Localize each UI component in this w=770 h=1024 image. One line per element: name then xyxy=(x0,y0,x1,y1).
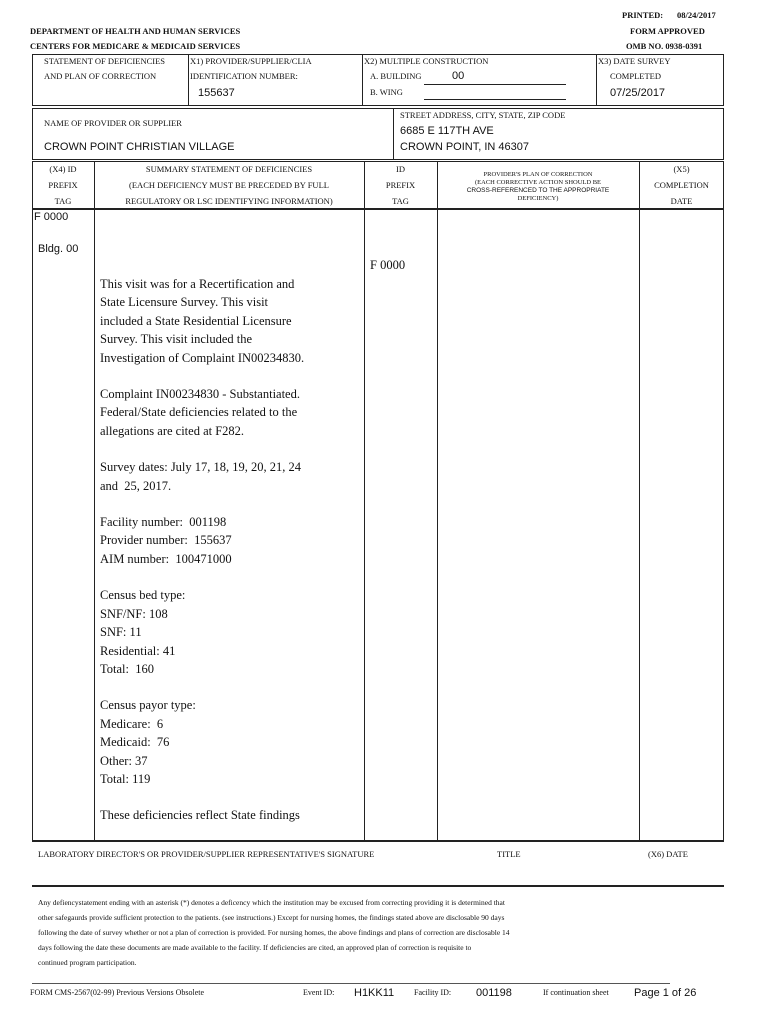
street-address-label: STREET ADDRESS, CITY, STATE, ZIP CODE xyxy=(400,110,566,120)
summary-line: Survey dates: July 17, 18, 19, 20, 21, 24 xyxy=(100,460,302,475)
statement-label-2: AND PLAN OF CORRECTION xyxy=(44,71,157,81)
building-tag: Bldg. 00 xyxy=(38,243,79,255)
x5-label-3: DATE xyxy=(670,196,693,206)
event-id-label: Event ID: xyxy=(303,988,335,997)
wing-label: B. WING xyxy=(370,87,403,97)
summary-paragraph xyxy=(100,385,362,440)
x4-label-1: (X4) ID xyxy=(49,164,77,174)
facility-id-value: 001198 xyxy=(476,987,512,999)
summary-paragraph xyxy=(100,458,362,495)
printed-label: PRINTED: xyxy=(622,10,664,20)
footnote-line: continued program participation. xyxy=(38,958,137,967)
summary-line: Survey. This visit included the xyxy=(100,332,253,347)
summary-line: SNF: 11 xyxy=(100,625,142,640)
page-number: Page 1 of 26 xyxy=(634,987,697,999)
summary-line: AIM number: 100471000 xyxy=(100,551,232,566)
printed-date: 08/24/2017 xyxy=(677,10,716,20)
building-value: 00 xyxy=(452,70,465,82)
provider-id-label-2: IDENTIFICATION NUMBER: xyxy=(190,71,298,81)
plan-label-4: DEFICIENCY) xyxy=(517,195,559,202)
summary-line: These deficiencies reflect State findings xyxy=(100,808,300,823)
street-address-line1: 6685 E 117TH AVE xyxy=(400,125,494,137)
summary-line: Provider number: 155637 xyxy=(100,533,232,548)
summary-line: SNF/NF: 108 xyxy=(100,606,168,621)
summary-statement xyxy=(100,275,362,843)
omb-number: OMB NO. 0938-0391 xyxy=(626,41,703,51)
summary-label-1: SUMMARY STATEMENT OF DEFICIENCIES xyxy=(145,164,313,174)
title-label: TITLE xyxy=(497,849,521,859)
x4-label-2: PREFIX xyxy=(48,180,78,190)
summary-line: included a State Residential Licensure xyxy=(100,313,292,328)
id-prefix-tag: F 0000 xyxy=(370,258,406,272)
date-survey-label-2: COMPLETED xyxy=(610,71,661,81)
summary-line: and 25, 2017. xyxy=(100,478,172,493)
summary-line: Total: 119 xyxy=(100,771,151,786)
x6-date-label: (X6) DATE xyxy=(648,849,688,859)
date-survey-value: 07/25/2017 xyxy=(610,87,666,99)
provider-name-label: NAME OF PROVIDER OR SUPPLIER xyxy=(44,118,182,128)
summary-paragraph xyxy=(100,275,362,367)
id-label-3: TAG xyxy=(392,196,409,206)
continuation-label: If continuation sheet xyxy=(543,988,609,997)
prefix-tag: F 0000 xyxy=(34,211,69,223)
department-name: DEPARTMENT OF HEALTH AND HUMAN SERVICES xyxy=(30,26,241,36)
summary-paragraph xyxy=(100,513,362,568)
footnote-line: Any defiencystatement ending with an asterisk (*) denotes a deficency which the institution may be excused from correcting providing it is determined that xyxy=(38,898,505,907)
summary-line: This visit was for a Recertification and xyxy=(100,277,295,291)
summary-line: Census bed type: xyxy=(100,588,186,603)
footnote xyxy=(38,895,718,970)
building-label: A. BUILDING xyxy=(370,71,422,81)
signature-label: LABORATORY DIRECTOR'S OR PROVIDER/SUPPLIER REPRESENTATIVE'S SIGNATURE xyxy=(38,849,375,859)
summary-paragraph xyxy=(100,696,362,788)
summary-label-3: REGULATORY OR LSC IDENTIFYING INFORMATION) xyxy=(125,196,333,206)
provider-name: CROWN POINT CHRISTIAN VILLAGE xyxy=(44,141,235,153)
summary-paragraph xyxy=(100,806,362,824)
summary-label-2: (EACH DEFICIENCY MUST BE PRECEDED BY FULL xyxy=(129,180,329,190)
street-address-line2: CROWN POINT, IN 46307 xyxy=(400,141,529,153)
plan-label-3: CROSS-REFERENCED TO THE APPROPRIATE xyxy=(466,187,610,194)
multiple-construction-label: X2) MULTIPLE CONSTRUCTION xyxy=(364,56,489,66)
date-survey-label-1: X3) DATE SURVEY xyxy=(598,56,671,66)
facility-id-label: Facility ID: xyxy=(414,988,452,997)
footnote-line: following the date of survey whether or not a plan of correction is provided. For nursing homes, the above findings and plans of correction are disclosable 14 xyxy=(38,928,510,937)
event-id-value: H1KK11 xyxy=(354,987,395,999)
id-label-2: PREFIX xyxy=(385,180,416,190)
provider-id-label-1: X1) PROVIDER/SUPPLIER/CLIA xyxy=(190,56,312,66)
summary-line: allegations are cited at F282. xyxy=(100,423,245,438)
summary-line: Facility number: 001198 xyxy=(100,515,227,530)
x5-label-1: (X5) xyxy=(673,164,690,174)
provider-id-value: 155637 xyxy=(198,87,235,99)
x4-label-3: TAG xyxy=(54,196,72,206)
footnote-line: days following the date these documents are made available to the facility. If deficiencies are cited, an approved plan of correction is requisite to xyxy=(38,943,472,952)
statement-label-1: STATEMENT OF DEFICIENCIES xyxy=(44,56,166,66)
summary-paragraph xyxy=(100,586,362,678)
summary-line: State Licensure Survey. This visit xyxy=(100,295,269,310)
summary-line: Medicaid: 76 xyxy=(100,735,170,750)
summary-line: Medicare: 6 xyxy=(100,716,164,731)
summary-line: Residential: 41 xyxy=(100,643,176,658)
summary-line: Federal/State deficiencies related to the xyxy=(100,405,298,420)
centers-name: CENTERS FOR MEDICARE & MEDICAID SERVICES xyxy=(30,41,241,51)
plan-label-1: PROVIDER'S PLAN OF CORRECTION xyxy=(483,171,593,178)
summary-line: Other: 37 xyxy=(100,753,148,768)
form-number: FORM CMS-2567(02-99) Previous Versions Obsolete xyxy=(30,988,205,997)
form-approved: FORM APPROVED xyxy=(630,26,705,36)
summary-line: Investigation of Complaint IN00234830. xyxy=(100,350,305,365)
plan-label-2: (EACH CORRECTIVE ACTION SHOULD BE xyxy=(474,179,602,186)
summary-line: Total: 160 xyxy=(100,661,154,676)
footnote-line: other safegaurds provide sufficient protection to the patients. (see instructions.) Except for nursing homes, the findings stated above are disclosable 90 days xyxy=(38,913,505,922)
summary-line: Census payor type: xyxy=(100,698,196,713)
id-label-1: ID xyxy=(396,164,405,174)
summary-line: Complaint IN00234830 - Substantiated. xyxy=(100,387,300,402)
x5-label-2: COMPLETION xyxy=(654,180,709,190)
